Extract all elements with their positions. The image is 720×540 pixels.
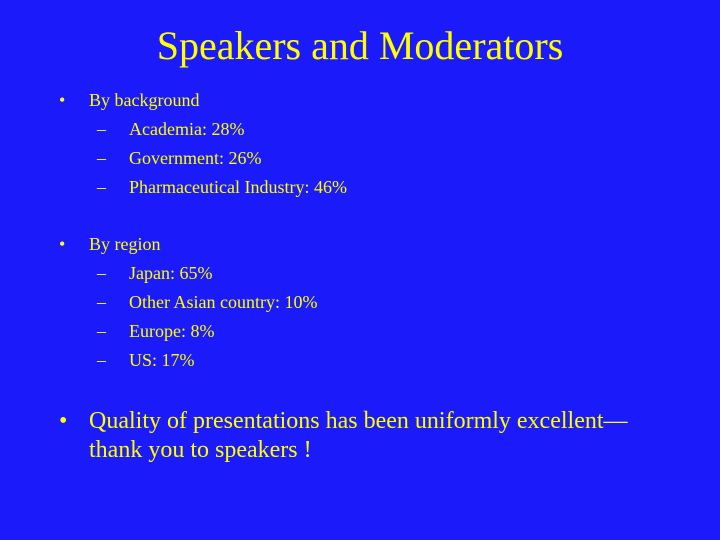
dash-glyph: –: [97, 292, 106, 312]
bullet-closing-line1: [59, 407, 628, 436]
sub-item-text: Other Asian country: 10%: [129, 292, 318, 312]
dash-glyph: –: [97, 321, 106, 341]
sub-item: [97, 147, 261, 169]
sub-item-text: Academia: 28%: [129, 119, 245, 139]
sub-item: [97, 291, 317, 313]
dash-glyph: –: [97, 119, 106, 139]
dash-glyph: –: [97, 350, 106, 370]
dash-glyph: –: [97, 177, 106, 197]
sub-item-text: Government: 26%: [129, 148, 262, 168]
closing-text-line2: thank you to speakers !: [89, 437, 312, 463]
section-heading: By background: [89, 90, 200, 110]
bullet-glyph: •: [59, 408, 68, 434]
sub-item-text: US: 17%: [129, 350, 195, 370]
dash-glyph: –: [97, 263, 106, 283]
slide-title: Speakers and Moderators: [156, 23, 564, 68]
bullet-glyph: •: [59, 234, 66, 254]
closing-text-line1: Quality of presentations has been uniformly excellent—: [89, 408, 628, 434]
sub-item: [97, 262, 212, 284]
sub-item: [97, 176, 347, 198]
sub-item-text: Pharmaceutical Industry: 46%: [129, 177, 347, 197]
sub-item-text: Japan: 65%: [129, 263, 213, 283]
bullet-by-region: [59, 233, 161, 255]
sub-item: [97, 320, 214, 342]
bullet-glyph: •: [59, 90, 66, 110]
sub-item: [97, 349, 195, 371]
section-heading: By region: [89, 234, 161, 254]
sub-item: [97, 118, 244, 140]
sub-item-text: Europe: 8%: [129, 321, 215, 341]
dash-glyph: –: [97, 148, 106, 168]
bullet-by-background: [59, 89, 199, 111]
